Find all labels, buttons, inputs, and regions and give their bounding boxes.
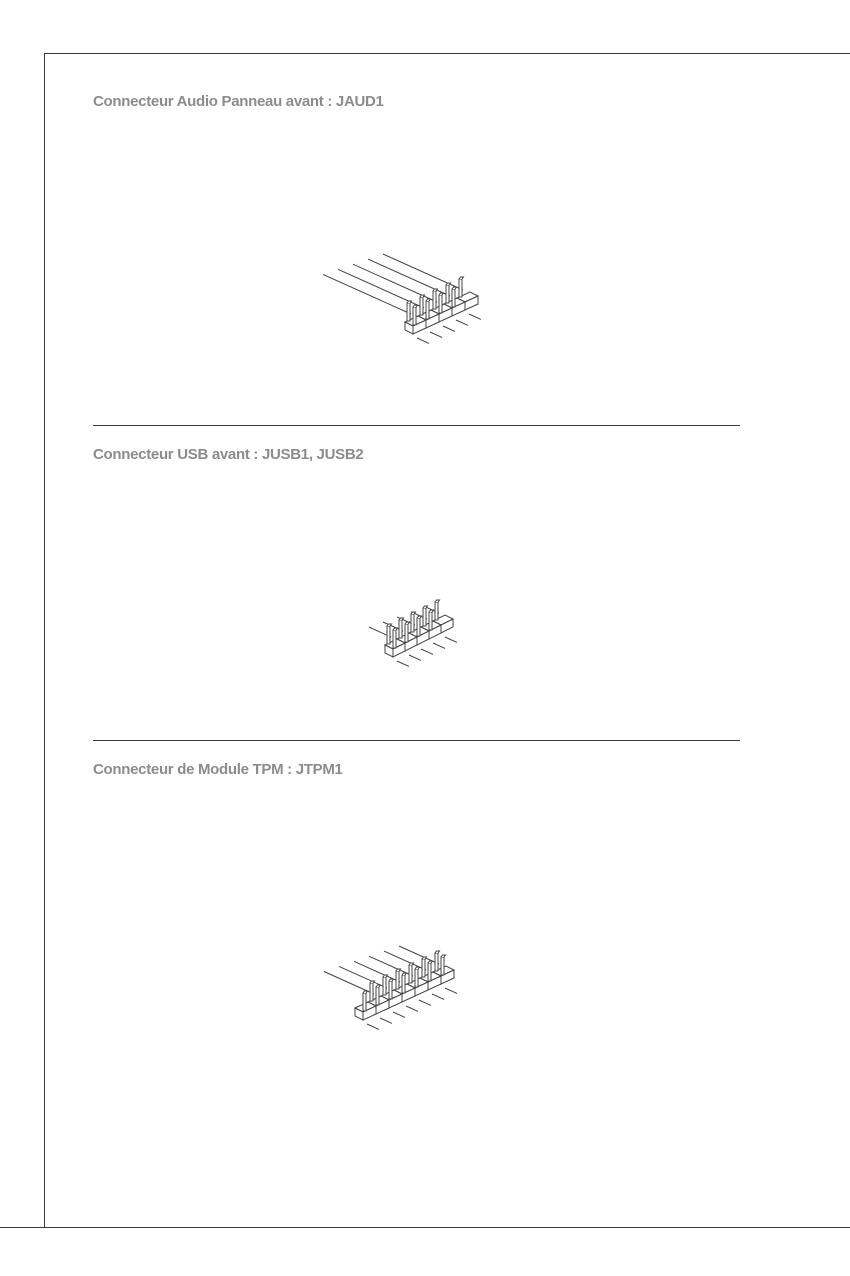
pin	[428, 963, 431, 981]
pin-leader-line	[409, 655, 421, 660]
pin	[409, 965, 412, 983]
section-title-audio: Connecteur Audio Panneau avant : JAUD1	[93, 93, 384, 110]
pin	[446, 285, 449, 303]
pin	[405, 624, 408, 642]
pin-leader-line	[368, 259, 450, 296]
pin	[435, 602, 438, 620]
section-title-usb: Connecteur USB avant : JUSB1, JUSB2	[93, 446, 364, 463]
pin	[426, 301, 429, 319]
pin	[402, 975, 405, 993]
pin-leader-line	[419, 1000, 431, 1005]
pin	[376, 987, 379, 1005]
pin-leader-line	[443, 326, 455, 331]
page-frame-bottom-border	[0, 1227, 850, 1228]
jusb-connector-diagram	[360, 595, 480, 675]
pin-leader-line	[456, 320, 468, 325]
pin-leader-line	[399, 946, 439, 964]
pin	[459, 279, 462, 297]
pin-leader-line	[383, 254, 463, 290]
pin	[417, 618, 420, 636]
pin-leader-line	[406, 1006, 418, 1011]
pin	[429, 612, 432, 630]
jtpm1-connector-diagram	[310, 920, 480, 1040]
section-title-tpm: Connecteur de Module TPM : JTPM1	[93, 761, 343, 778]
pin	[452, 289, 455, 307]
section-divider-1	[93, 425, 740, 426]
page-frame-left-border	[44, 53, 45, 1227]
pin	[393, 630, 396, 648]
pin-leader-line	[433, 643, 445, 648]
page-frame-top-border	[44, 53, 850, 54]
pin-leader-line	[445, 637, 457, 642]
pin-leader-line	[393, 1012, 405, 1017]
pin	[389, 981, 392, 999]
pin	[396, 971, 399, 989]
pin	[383, 977, 386, 995]
jaud1-header	[323, 254, 481, 343]
pin-leader-line	[417, 338, 429, 343]
pin	[439, 295, 442, 313]
pin	[415, 969, 418, 987]
pin	[422, 959, 425, 977]
pin	[407, 303, 410, 321]
pin	[433, 291, 436, 309]
pin-leader-line	[421, 649, 433, 654]
pin-leader-line	[380, 1018, 392, 1023]
pin-leader-line	[445, 988, 457, 993]
pin	[363, 993, 366, 1011]
jaud1-connector-diagram	[300, 230, 510, 350]
pin	[441, 957, 444, 975]
pin	[435, 953, 438, 971]
pin-leader-line	[353, 264, 437, 302]
jusb-header	[369, 600, 457, 666]
pin-leader-line	[367, 1024, 379, 1029]
pin-leader-line	[469, 314, 481, 319]
pin-leader-line	[430, 332, 442, 337]
pin	[420, 297, 423, 315]
pin	[370, 983, 373, 1001]
pin	[411, 614, 414, 632]
jtpm1-header	[324, 946, 457, 1029]
pin-leader-line	[323, 274, 411, 314]
pin	[387, 626, 390, 644]
section-divider-2	[93, 740, 740, 741]
pin-leader-line	[432, 994, 444, 999]
pin	[399, 620, 402, 638]
pin-leader-line	[397, 661, 409, 666]
pin	[423, 608, 426, 626]
pin	[413, 307, 416, 325]
